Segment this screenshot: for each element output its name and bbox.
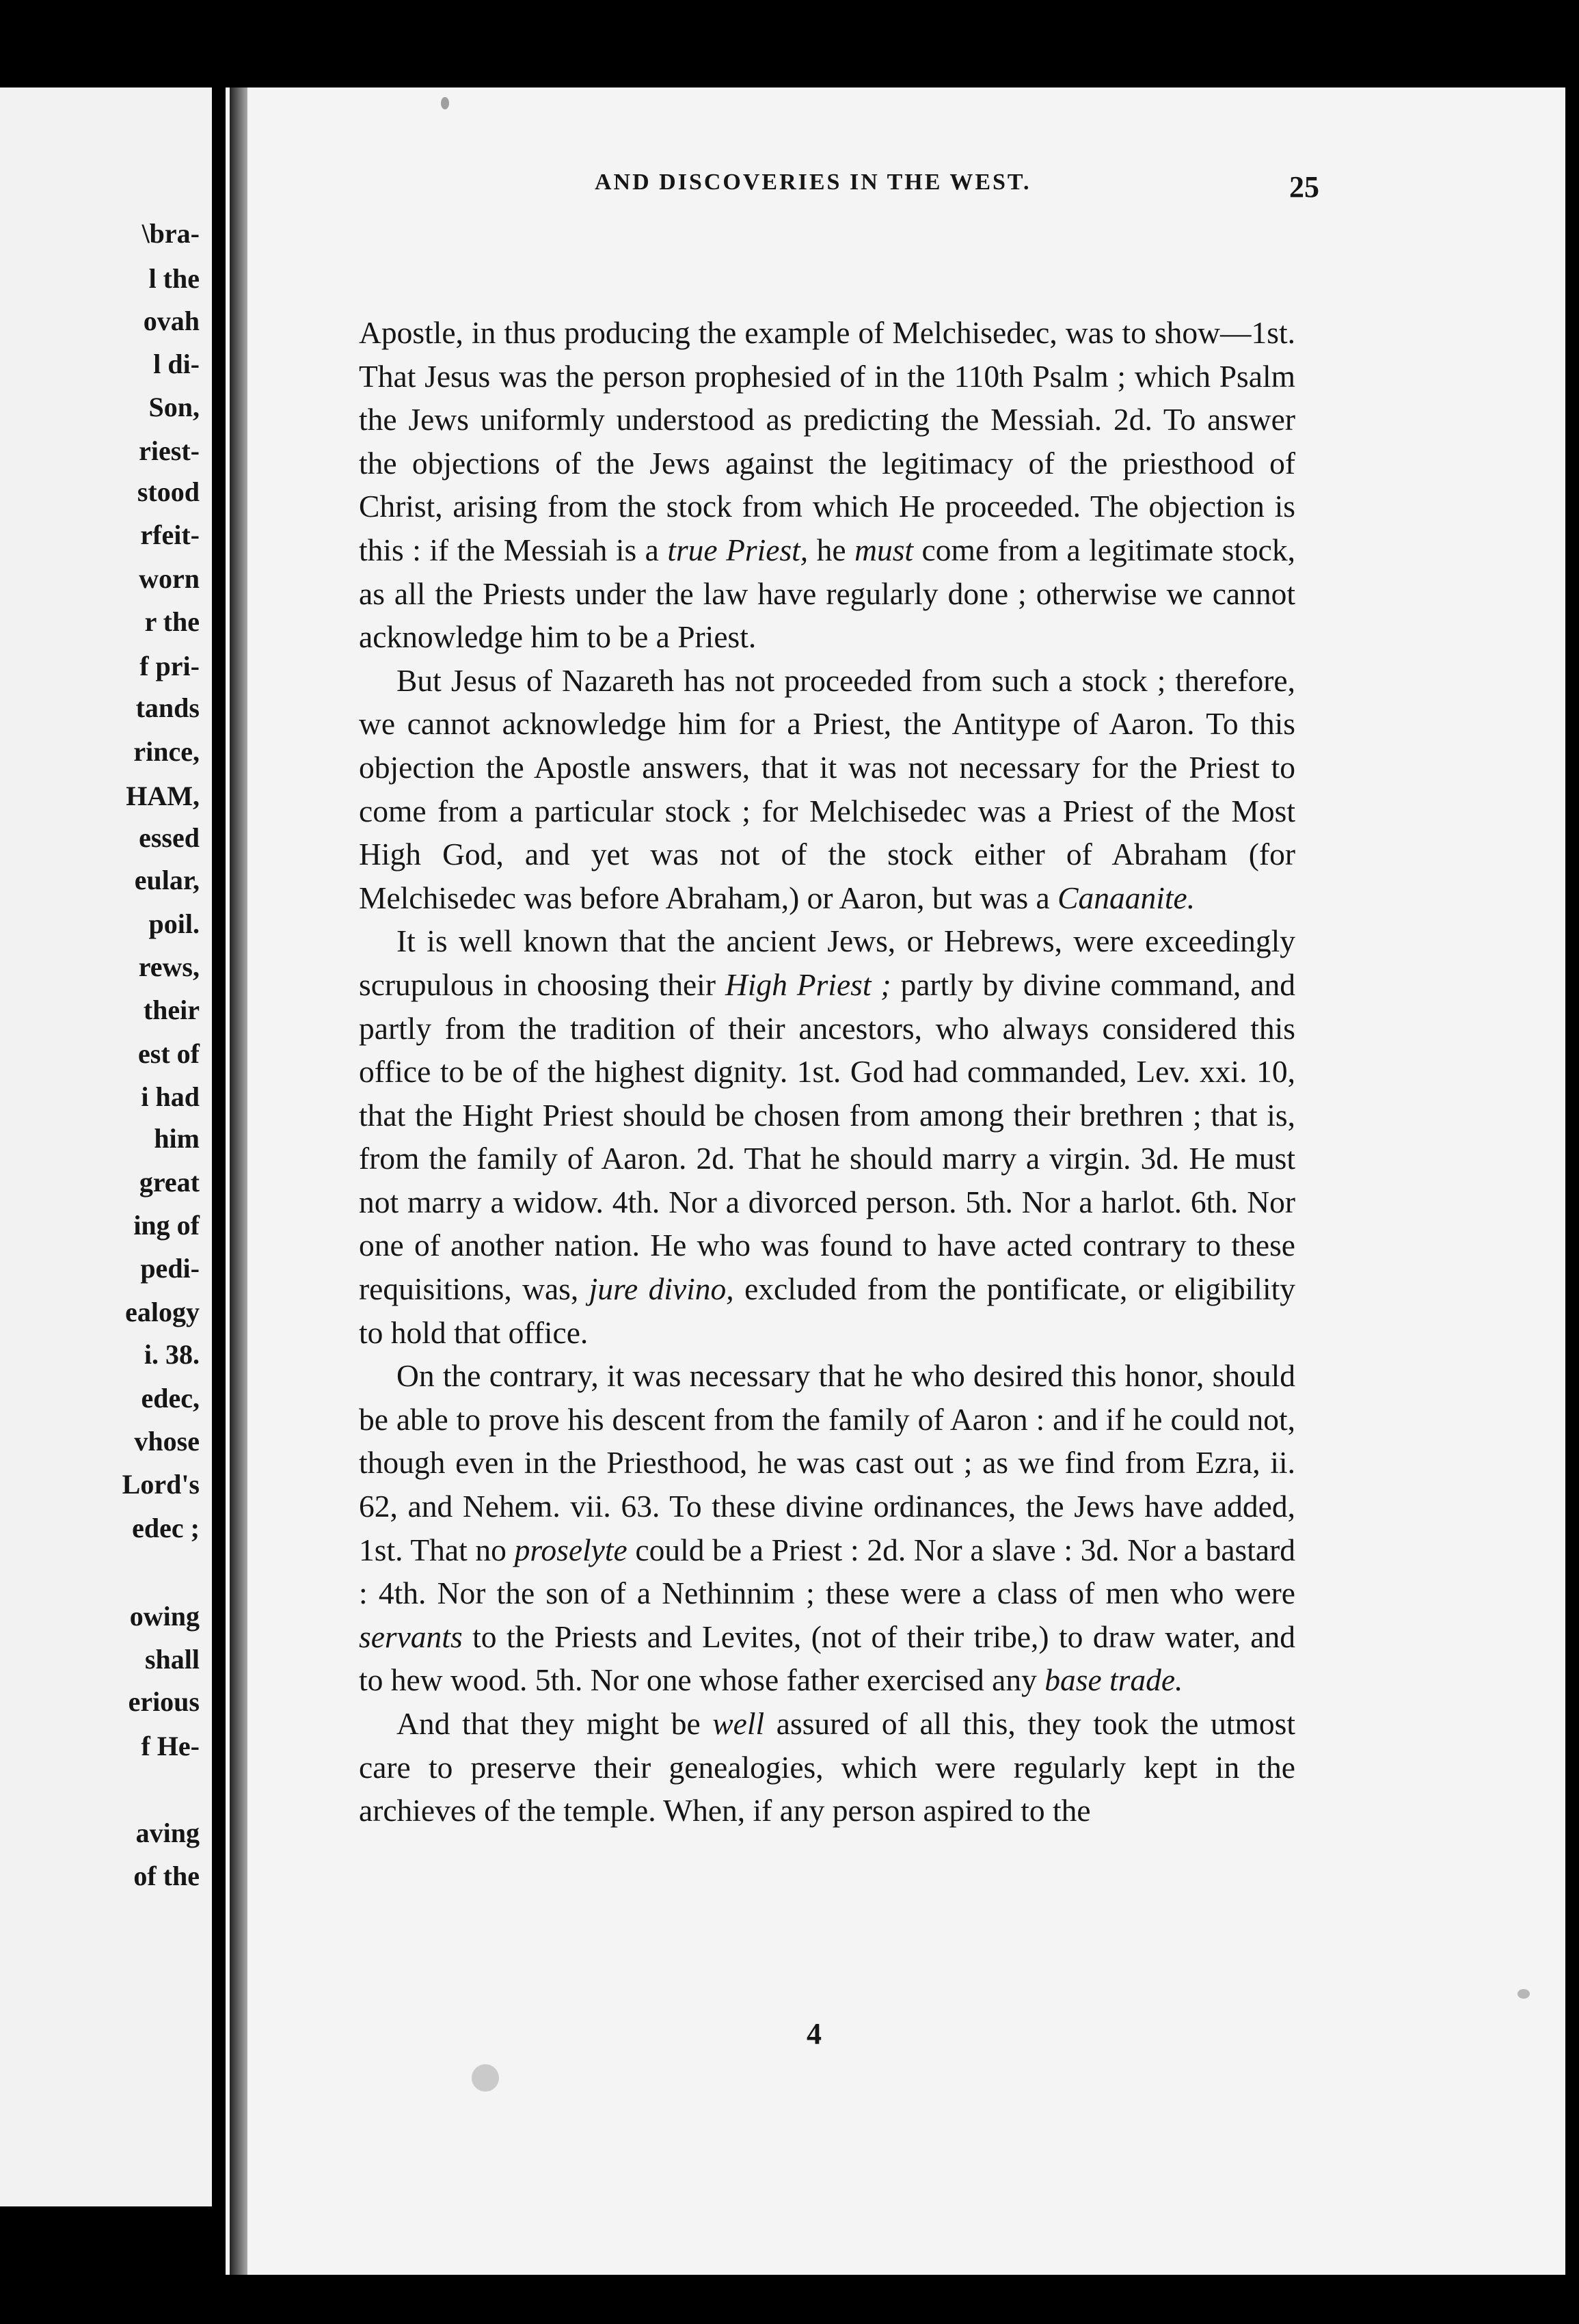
italic-phrase: must [854,532,914,567]
left-page-fragment: rews, [138,951,200,982]
left-page-fragment: edec, [141,1383,200,1414]
text-run: On the contrary, it was necessary that he who desired this honor, should be able to prove his descent from the family of Aaron : and if he could not, though even in the Priesthood, he was cast out ; as we find from Ezra, ii. 62, and Nehem. vii. 63. To these divine ordinances, the Jews have added, 1st. That no [359,1358,1295,1567]
left-page-fragment: ealogy [125,1297,200,1327]
left-page-fragment: rfeit- [140,519,200,550]
left-page-fragment: erious [128,1686,200,1717]
left-page-fragment: owing [129,1601,200,1632]
text-run: And that they might be [396,1706,713,1741]
text-run: excluded from the pontificate, or eligibility to hold that office. [359,1271,1295,1350]
text-run: he [808,532,855,567]
left-page-fragment: pedi- [140,1253,200,1284]
text-run: to the Priests and Levites, (not of their tribe,) to draw water, and to hew wood. 5th. Nor one whose father exercised any [359,1619,1295,1698]
left-page-fragment: l di- [153,349,200,379]
left-page-fragment: their [143,995,200,1025]
text-run: could be a Priest : 2d. Nor a slave : 3d. Nor a bastard : 4th. Nor the son of a Nethinnim ; these were a class of men who were [359,1532,1295,1611]
left-page-fragment: rince, [133,736,200,767]
text-run: Apostle, in thus producing the example of Melchisedec, was to show—1st. That Jesus was the person prophesied of in the 110th Psalm ; which Psalm the Jews uniformly understood as predicting the Messiah. 2d. To answer the objections of the Jews against the legitimacy of the priesthood of Christ, arising from the stock from which He proceeded. The objection is this : if the Messiah is a [359,315,1295,567]
ink-speck [441,97,449,109]
ink-smudge [472,2064,499,2092]
left-page-fragment: f He- [141,1731,200,1761]
paragraph [359,919,1295,1354]
left-page-fragment: i had [141,1081,200,1112]
left-page-fragment: great [139,1167,200,1198]
left-page-fragment: r the [144,606,200,637]
text-run: come from a legitimate stock, as all the Priests under the law have regularly done ; otherwise we cannot acknowledge him to be a Priest. [359,532,1295,655]
left-page-fragment: Lord's [122,1469,200,1500]
italic-phrase: well [712,1706,765,1741]
left-page-fragment: Son, [148,392,200,422]
left-page-fragment: HAM, [126,781,200,811]
left-page-fragment: tands [135,692,200,723]
signature-mark: 4 [807,2017,822,2051]
italic-phrase: true Priest, [667,532,809,567]
left-page-fragment: \bra- [141,218,200,249]
italic-phrase: base trade. [1044,1662,1183,1698]
left-page-fragment: l the [148,263,200,294]
left-page-fragment: riest- [139,435,200,466]
left-page-fragment: ing of [133,1210,200,1241]
left-page-fragment: stood [137,476,200,507]
italic-phrase: High Priest ; [725,967,891,1002]
left-page-fragment: poil. [148,908,200,939]
left-page-fragment: vhose [134,1426,200,1457]
page-number: 25 [1289,170,1319,204]
left-page-fragment: aving [135,1818,200,1848]
ink-speck [1517,1989,1530,1999]
italic-phrase: jure divino, [589,1271,734,1307]
paragraph [359,1702,1295,1833]
left-page-fragment: ovah [143,306,200,336]
left-page-fragment: f pri- [139,651,200,681]
left-facing-page [0,87,212,2206]
paragraph [359,659,1295,920]
left-page-fragment: est of [138,1038,200,1069]
paragraph [359,311,1295,659]
running-title: AND DISCOVERIES IN THE WEST. [595,170,1031,195]
italic-phrase: Canaanite. [1057,880,1196,915]
left-page-fragment: essed [139,822,200,853]
body-text [359,311,1295,1833]
left-page-fragment: shall [144,1644,200,1675]
left-page-fragment: him [154,1123,200,1154]
text-run: But Jesus of Nazareth has not proceeded from such a stock ; therefore, we cannot acknowledge him for a Priest, the Antitype of Aaron. To this objection the Apostle answers, that it was not necessary for the Priest to come from a particular stock ; for Melchisedec was a Priest of the Most High God, and yet was not of the stock either of Abraham (for Melchisedec was before Abraham,) or Aaron, but was a [359,662,1295,915]
left-page-fragment: edec ; [132,1513,200,1543]
text-run: partly by divine command, and partly from the tradition of their ancestors, who always considered this office to be of the highest dignity. 1st. God had commanded, Lev. xxi. 10, that the Hight Priest should be chosen from among their brethren ; that is, from the family of Aaron. 2d. That he should marry a virgin. 3d. He must not marry a widow. 4th. Nor a divorced person. 5th. Nor a harlot. 6th. Nor one of another nation. He who was found to have acted contrary to these requisitions, was, [359,967,1295,1307]
left-page-fragment: of the [133,1861,200,1891]
italic-phrase: servants [359,1619,463,1654]
page-gutter [230,87,247,2275]
left-page-fragment: i. 38. [144,1339,200,1370]
left-page-fragment: eular, [134,865,200,895]
paragraph [359,1354,1295,1702]
left-page-fragment: worn [139,563,200,594]
text-run: It is well known that the ancient Jews, or Hebrews, were exceedingly scrupulous in choosing their [359,923,1295,1002]
italic-phrase: proselyte [514,1532,627,1567]
text-run: assured of all this, they took the utmost care to preserve their genealogies, which were regularly kept in the archieves of the temple. When, if any person aspired to the [359,1706,1295,1828]
